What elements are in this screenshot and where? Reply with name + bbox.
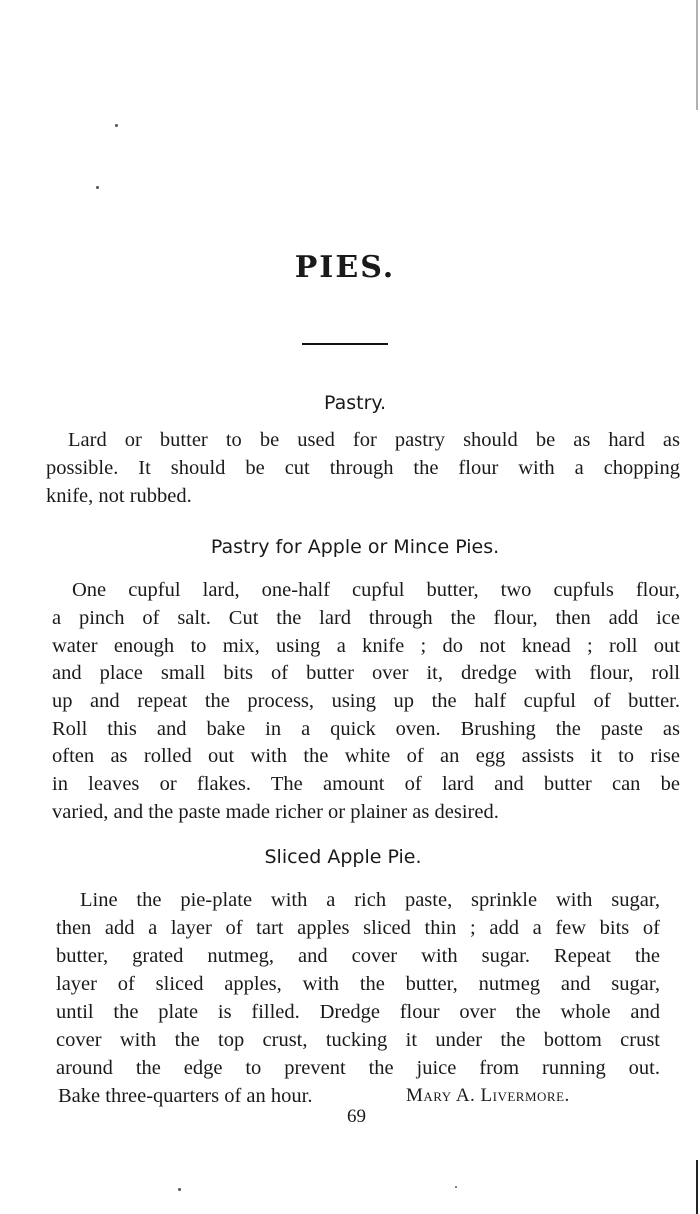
text-line: and place small bits of butter over it, dredge with flour, roll xyxy=(52,662,680,684)
text-line: often as rolled out with the white of an egg assists it to rise xyxy=(52,745,680,767)
text-line: possible. It should be cut through the flour with a chopping xyxy=(46,457,680,479)
author-signature: Mary A. Livermore. xyxy=(406,1085,570,1106)
section-heading-sliced-apple: Sliced Apple Pie. xyxy=(264,846,422,868)
text-line: a pinch of salt. Cut the lard through the flour, then add ice xyxy=(52,607,680,629)
text-line: cover with the top crust, tucking it under the bottom crust xyxy=(56,1029,660,1051)
page-number: 69 xyxy=(347,1106,366,1127)
page-title: PIES. xyxy=(294,250,396,285)
section-heading-pastry: Pastry. xyxy=(324,392,386,414)
text-line: around the edge to prevent the juice from running out. xyxy=(56,1057,660,1079)
text-line: varied, and the paste made richer or plainer as desired. xyxy=(52,801,499,823)
text-line: up and repeat the process, using up the half cupful of butter. xyxy=(52,690,680,712)
text-line: knife, not rubbed. xyxy=(46,485,192,507)
text-line: Line the pie-plate with a rich paste, sprinkle with sugar, xyxy=(80,889,660,911)
text-line: water enough to mix, using a knife ; do not knead ; roll out xyxy=(52,635,680,657)
scan-speck xyxy=(115,124,118,127)
section-heading-apple-mince: Pastry for Apple or Mince Pies. xyxy=(210,536,500,558)
text-line: Roll this and bake in a quick oven. Brushing the paste as xyxy=(52,718,680,740)
scan-speck xyxy=(455,1186,457,1188)
scan-speck xyxy=(178,1188,181,1191)
scan-speck xyxy=(96,186,99,189)
text-line: then add a layer of tart apples sliced thin ; add a few bits of xyxy=(56,917,660,939)
page-edge xyxy=(696,0,698,110)
text-line: until the plate is filled. Dredge flour over the whole and xyxy=(56,1001,660,1023)
text-line: layer of sliced apples, with the butter, nutmeg and sugar, xyxy=(56,973,660,995)
page-edge xyxy=(696,1160,698,1214)
title-divider xyxy=(302,343,388,345)
text-line: Bake three-quarters of an hour. xyxy=(58,1085,313,1107)
text-line: in leaves or flakes. The amount of lard and butter can be xyxy=(52,773,680,795)
text-line: butter, grated nutmeg, and cover with sugar. Repeat the xyxy=(56,945,660,967)
text-line: One cupful lard, one-half cupful butter, two cupfuls flour, xyxy=(72,579,680,601)
text-line: Lard or butter to be used for pastry should be as hard as xyxy=(68,429,680,451)
